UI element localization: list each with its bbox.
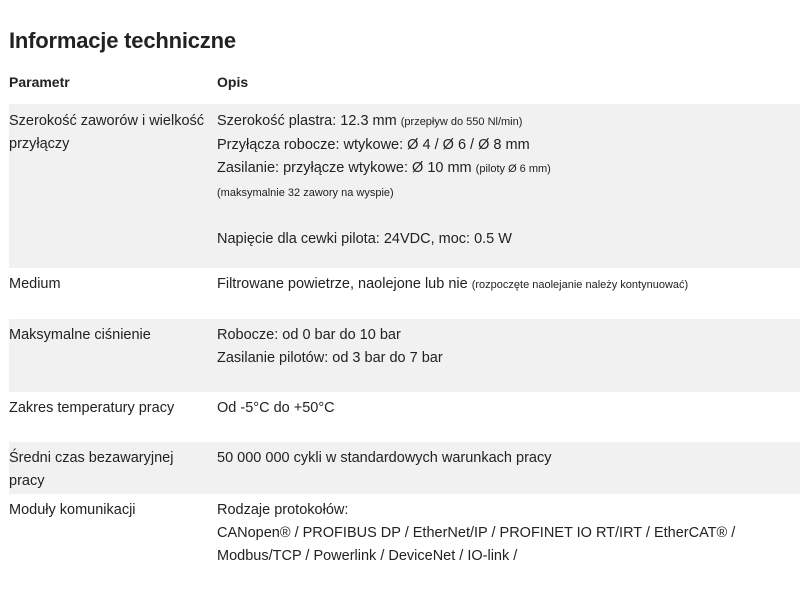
- table-row: [9, 442, 800, 494]
- desc-line: Od -5°C do +50°C: [217, 400, 335, 416]
- desc-text: Zasilanie: przyłącze wtykowe: Ø 10 mm: [217, 160, 472, 176]
- row-param: Średni czas bezawaryjnej pracy: [9, 450, 174, 489]
- row-desc: [217, 110, 797, 251]
- row-param: Zakres temperatury pracy: [9, 400, 175, 416]
- desc-text: Filtrowane powietrze, naolejone lub nie: [217, 276, 468, 292]
- desc-line: CANopen® / PROFIBUS DP / EtherNet/IP / PROFINET IO RT/IRT / EtherCAT® / Modbus/TCP / Powerlink / DeviceNet / IO-link /: [217, 525, 736, 564]
- desc-line: [217, 181, 797, 205]
- row-desc: [217, 273, 797, 297]
- desc-line: [217, 110, 797, 134]
- column-header-param: Parametr: [9, 74, 70, 90]
- row-param: Medium: [9, 276, 61, 292]
- desc-line: Robocze: od 0 bar do 10 bar: [217, 327, 401, 343]
- row-param: Szerokość zaworów i wielkość przyłączy: [9, 113, 205, 152]
- table-row: [9, 268, 800, 319]
- section-title: Informacje techniczne: [9, 28, 236, 53]
- desc-line: Zasilanie pilotów: od 3 bar do 7 bar: [217, 350, 443, 366]
- desc-note: (maksymalnie 32 zawory na wyspie): [217, 187, 394, 199]
- row-param: Moduły komunikacji: [9, 502, 136, 518]
- desc-line: [217, 157, 797, 181]
- desc-line: [217, 134, 797, 157]
- desc-line: [217, 228, 797, 251]
- table-row: [9, 319, 800, 392]
- desc-note: (piloty Ø 6 mm): [475, 163, 551, 175]
- table-row: [9, 392, 800, 442]
- table-row: [9, 494, 800, 584]
- desc-line: [217, 273, 797, 297]
- column-header-desc: Opis: [217, 74, 249, 90]
- desc-note: (przepływ do 550 Nl/min): [400, 116, 523, 128]
- row-desc: [217, 447, 797, 470]
- desc-text: Napięcie dla cewki pilota: 24VDC, moc: 0.5 W: [217, 231, 512, 247]
- row-desc: [217, 499, 797, 568]
- desc-text: Przyłącza robocze: wtykowe: Ø 4 / Ø 6 / Ø 8 mm: [217, 137, 530, 153]
- table-row: [9, 104, 800, 268]
- desc-text: Szerokość plastra: 12.3 mm: [217, 113, 397, 129]
- row-param: Maksymalne ciśnienie: [9, 327, 151, 343]
- row-desc: [217, 397, 797, 420]
- desc-note: (rozpoczęte naolejanie należy kontynuować): [471, 279, 689, 291]
- row-desc: [217, 324, 797, 370]
- desc-line: Rodzaje protokołów:: [217, 502, 349, 518]
- desc-line: 50 000 000 cykli w standardowych warunkach pracy: [217, 450, 552, 466]
